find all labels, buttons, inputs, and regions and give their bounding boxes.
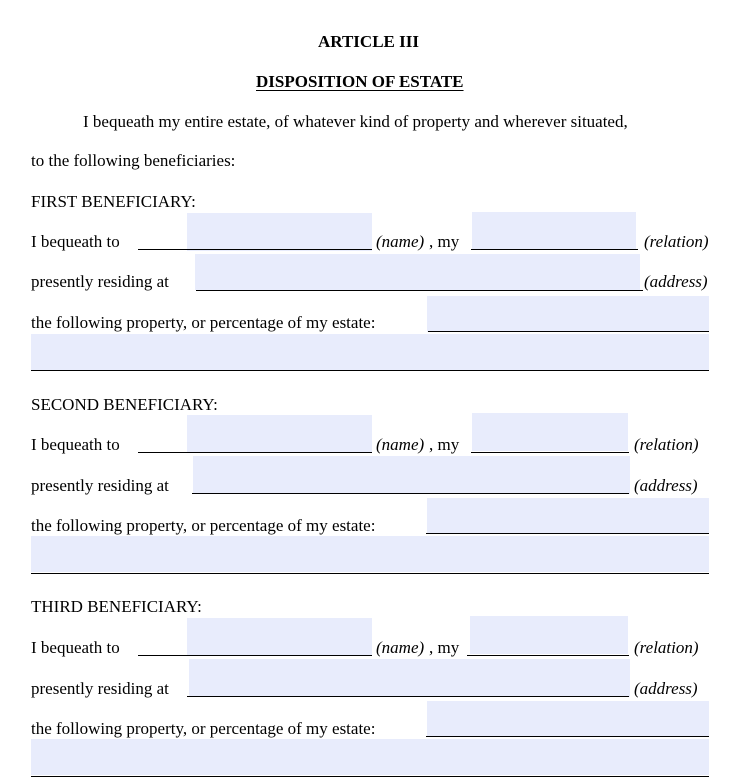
- property-label: the following property, or percentage of my estate:: [31, 516, 376, 535]
- property-field-line-2[interactable]: [31, 555, 709, 574]
- beneficiary-heading: SECOND BENEFICIARY:: [31, 395, 218, 414]
- bequeath-label: I bequeath to: [31, 232, 120, 251]
- relation-hint: (relation): [634, 435, 699, 454]
- name-hint: (name): [376, 638, 425, 657]
- property-field-line-1[interactable]: [426, 516, 709, 534]
- property-field-line-2[interactable]: [31, 758, 709, 777]
- name-field[interactable]: [138, 638, 372, 656]
- address-hint: (address): [634, 679, 698, 698]
- property-field-line-1[interactable]: [426, 719, 709, 737]
- article-subtitle: DISPOSITION OF ESTATE: [256, 72, 464, 91]
- article-title: ARTICLE III: [318, 32, 419, 51]
- address-hint: (address): [634, 476, 698, 495]
- property-field-line-2[interactable]: [31, 352, 709, 371]
- property-label: the following property, or percentage of my estate:: [31, 719, 376, 738]
- address-hint: (address): [644, 272, 708, 291]
- relation-field[interactable]: [471, 435, 629, 453]
- property-field-line-1[interactable]: [428, 314, 709, 332]
- name-hint: (name): [376, 435, 425, 454]
- name-field[interactable]: [138, 232, 372, 250]
- address-field[interactable]: [192, 476, 629, 494]
- my-label: , my: [429, 638, 460, 657]
- address-field[interactable]: [187, 679, 629, 697]
- intro-line-2: to the following beneficiaries:: [31, 151, 236, 170]
- name-hint: (name): [376, 232, 425, 251]
- bequeath-label: I bequeath to: [31, 638, 120, 657]
- beneficiary-heading: FIRST BENEFICIARY:: [31, 192, 196, 211]
- relation-hint: (relation): [644, 232, 709, 251]
- property-label: the following property, or percentage of my estate:: [31, 313, 376, 332]
- address-field[interactable]: [196, 273, 643, 291]
- intro-line-1: I bequeath my entire estate, of whatever kind of property and wherever situated,: [83, 112, 628, 131]
- bequeath-label: I bequeath to: [31, 435, 120, 454]
- my-label: , my: [429, 232, 460, 251]
- my-label: , my: [429, 435, 460, 454]
- residing-label: presently residing at: [31, 679, 169, 698]
- relation-field[interactable]: [471, 232, 638, 250]
- beneficiary-heading: THIRD BENEFICIARY:: [31, 597, 202, 616]
- relation-field[interactable]: [467, 638, 629, 656]
- residing-label: presently residing at: [31, 476, 169, 495]
- residing-label: presently residing at: [31, 272, 169, 291]
- relation-hint: (relation): [634, 638, 699, 657]
- name-field[interactable]: [138, 435, 372, 453]
